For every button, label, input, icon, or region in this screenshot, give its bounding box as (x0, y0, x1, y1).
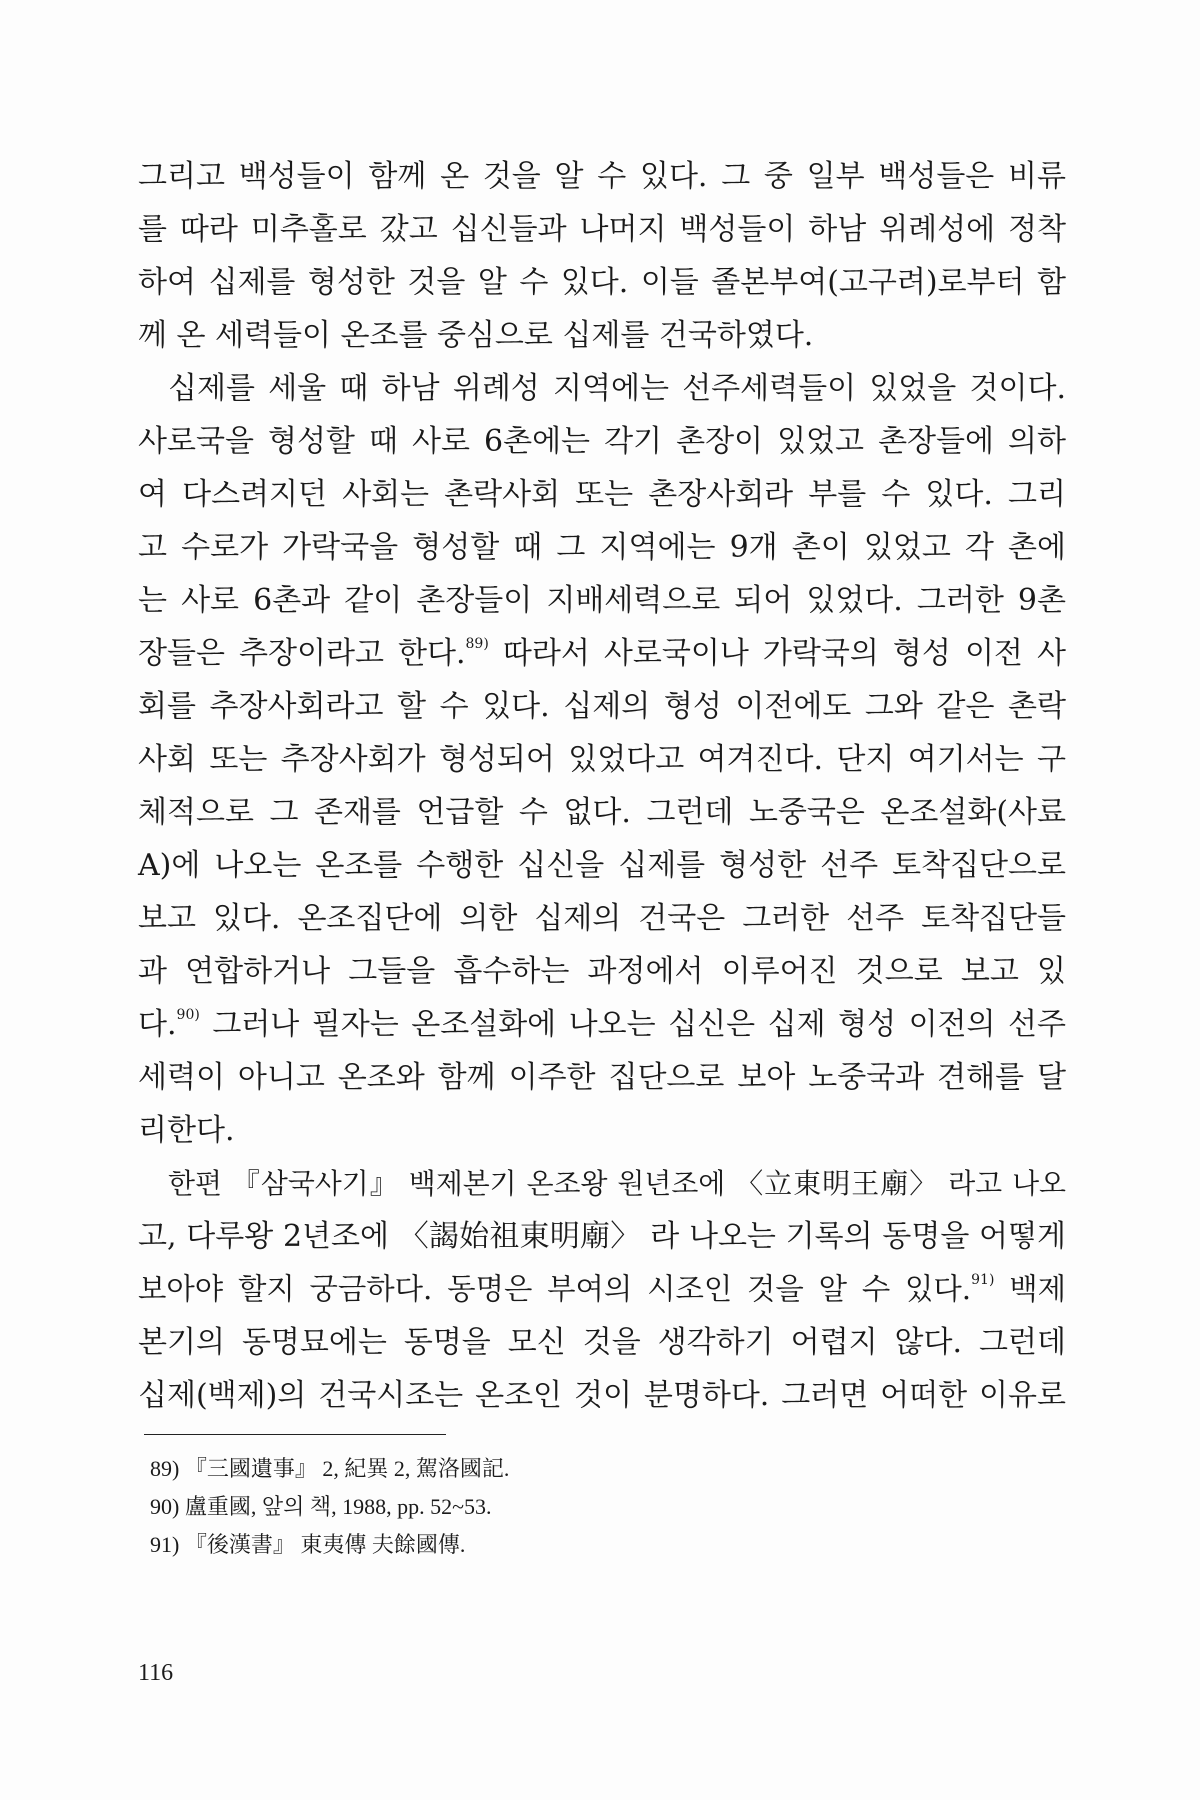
text-line: 십제를 세울 때 하남 위례성 지역에는 선주세력들이 있었을 것이다. (168, 371, 1066, 406)
text-line: 과 연합하거나 그들을 흡수하는 과정에서 이루어진 것으로 보고 있 (138, 954, 1066, 989)
page-number: 116 (138, 1660, 174, 1686)
text-line: 보아야 할지 궁금하다. 동명은 부여의 시조인 것을 알 수 있다.$^{91)}$ 백제 (138, 1272, 1066, 1306)
text-line: 본기의 동명묘에는 동명을 모신 것을 생각하기 어렵지 않다. 그런데 (138, 1325, 1066, 1360)
text-line: 회를 추장사회라고 할 수 있다. 십제의 형성 이전에도 그와 같은 촌락 (138, 689, 1066, 724)
footnote-ref-90: 90) (176, 1007, 200, 1023)
text-line: 하여 십제를 형성한 것을 알 수 있다. 이들 졸본부여(고구려)로부터 함 (138, 265, 1066, 300)
text-line: 께 온 세력들이 온조를 중심으로 십제를 건국하였다. (138, 318, 814, 353)
text-line: 사회 또는 추장사회가 형성되어 있었다고 여겨진다. 단지 여기서는 구 (138, 742, 1066, 777)
text-line: 십제(백제)의 건국시조는 온조인 것이 분명하다. 그러면 어떠한 이유로 (138, 1378, 1066, 1413)
text-line: 여 다스려지던 사회는 촌락사회 또는 촌장사회라 부를 수 있다. 그리 (138, 477, 1066, 512)
text-line: 세력이 아니고 온조와 함께 이주한 집단으로 보아 노중국과 견해를 달 (138, 1060, 1066, 1095)
text-line: 그리고 백성들이 함께 온 것을 알 수 있다. 그 중 일부 백성들은 비류 (138, 159, 1066, 194)
footnote-89: 89) 『三國遺事』 2, 紀異 2, 駕洛國記. (150, 1456, 510, 1481)
text-line: 한편 『삼국사기』 백제본기 온조왕 원년조에 〈立東明王廟〉 라고 나오 (168, 1167, 1066, 1200)
text-line: 다.$^{90)}$ 그러나 필자는 온조설화에 나오는 십신은 십제 형성 이전의 선주 (138, 1007, 1066, 1042)
footnote-ref-89: 89) (465, 636, 489, 652)
text-line: 는 사로 6촌과 같이 촌장들이 지배세력으로 되어 있었다. 그러한 9촌 (138, 583, 1066, 618)
text-line: 리한다. (138, 1113, 235, 1148)
text-line: 체적으로 그 존재를 언급할 수 없다. 그런데 노중국은 온조설화(사료 (138, 795, 1066, 830)
text-line: 고, 다루왕 2년조에 〈謁始祖東明廟〉 라 나오는 기록의 동명을 어떻게 (138, 1219, 1066, 1254)
text-line: 사로국을 형성할 때 사로 6촌에는 각기 촌장이 있었고 촌장들에 의하 (138, 424, 1066, 459)
footnote-ref-91: 91) (971, 1272, 995, 1289)
footnotes (150, 1450, 1050, 1564)
footnote-91: 91) 『後漢書』 東夷傳 夫餘國傳. (150, 1532, 466, 1557)
text-line: 장들은 추장이라고 한다.$^{89)}$ 따라서 사로국이나 가락국의 형성 이전 사 (138, 636, 1066, 671)
text-line: 보고 있다. 온조집단에 의한 십제의 건국은 그러한 선주 토착집단들 (138, 901, 1066, 936)
footnote-90: 90) 盧重國, 앞의 책, 1988, pp. 52~53. (150, 1494, 492, 1519)
text-line: A)에 나오는 온조를 수행한 십신을 십제를 형성한 선주 토착집단으로 (138, 848, 1066, 883)
text-line: 고 수로가 가락국을 형성할 때 그 지역에는 9개 촌이 있었고 각 촌에 (138, 530, 1066, 565)
body-text (138, 150, 1066, 1422)
text-line: 를 따라 미추홀로 갔고 십신들과 나머지 백성들이 하남 위례성에 정착 (138, 212, 1066, 247)
footnote-divider (144, 1434, 446, 1435)
